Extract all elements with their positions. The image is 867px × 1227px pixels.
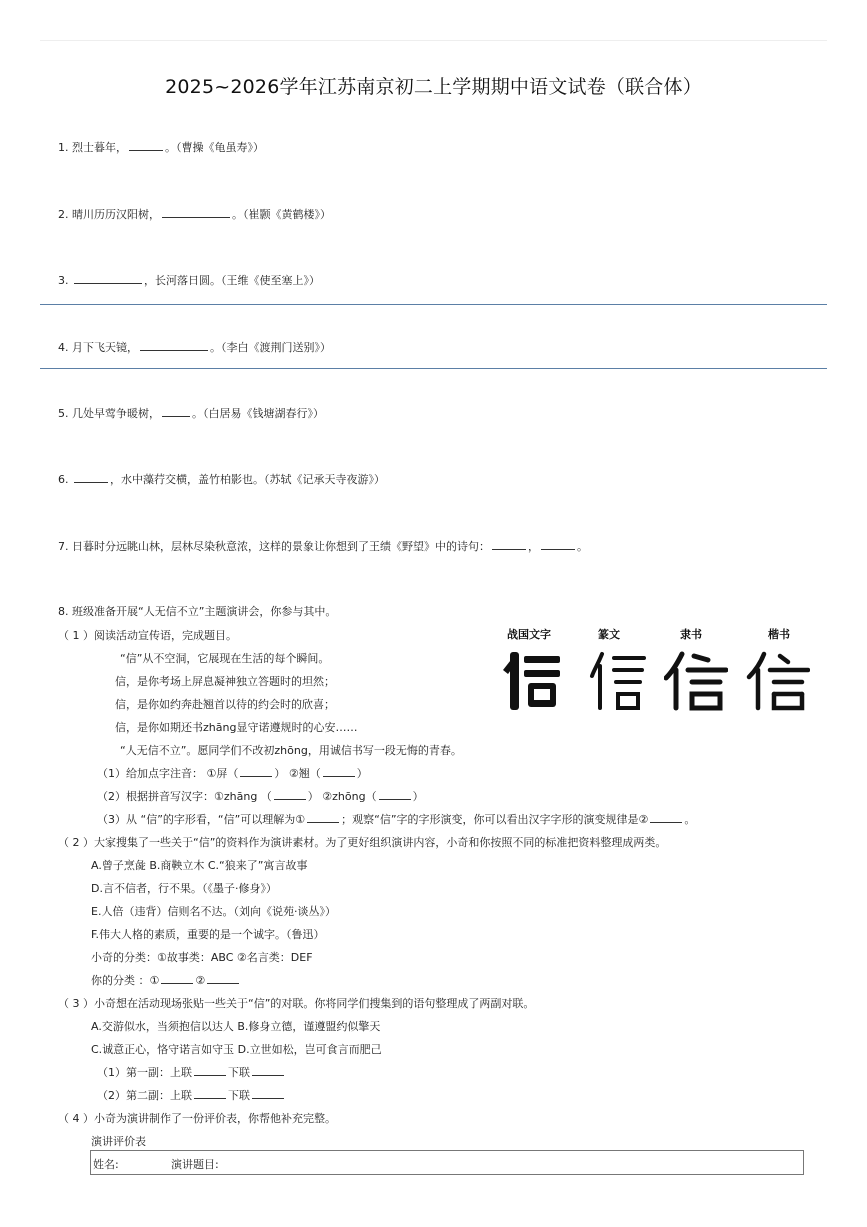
pinyin-blank-2[interactable] bbox=[323, 766, 355, 777]
sub1-end: ） bbox=[356, 767, 368, 780]
q4-text: 4. 月下飞天镜， bbox=[58, 341, 138, 354]
q4-blank[interactable] bbox=[140, 340, 208, 351]
slogan-line: “信”从不空洞，它展现在生活的每个瞬间。 bbox=[120, 652, 330, 665]
couplet-2 bbox=[97, 1087, 286, 1103]
slogan-line: “人无信不立”。愿同学们不改初zhōng，用诚信书写一段无悔的青春。 bbox=[120, 744, 462, 757]
your-classification bbox=[91, 972, 241, 988]
couplet-1-upper-blank[interactable] bbox=[194, 1065, 226, 1076]
q7-text: 7. 日暮时分远眺山林，层林尽染秋意浓，这样的景象让你想到了王绩《野望》中的诗句： bbox=[58, 540, 490, 553]
slogan-line: 信，是你如期还书zhāng显守诺遵规时的心安…… bbox=[115, 721, 358, 734]
script-header-seal: 篆文 bbox=[598, 628, 620, 641]
clerical-script-glyph bbox=[664, 650, 728, 712]
q4-source: 。（李白《渡荆门送别》） bbox=[210, 341, 331, 354]
q8-1-sub3 bbox=[97, 811, 695, 827]
q5-blank[interactable] bbox=[162, 406, 190, 417]
q5-text: 5. 几处早莺争暖树， bbox=[58, 407, 160, 420]
question-3 bbox=[58, 272, 320, 288]
q8-part2-label: （ 2 ）大家搜集了一些关于“信”的资料作为演讲素材。为了更好组织演讲内容，小奇和你按照不同的标准把资料整理成两类。 bbox=[58, 836, 667, 849]
q6-text: ，水中藻荇交横，盖竹柏影也。（苏轼《记承天寺夜游》） bbox=[110, 473, 385, 486]
sub2-mid: ） ②zhōng（ bbox=[307, 790, 377, 803]
material-item: F.伟大人格的素质，重要的是一个诚字。（鲁迅） bbox=[91, 928, 325, 941]
pinyin-blank-1[interactable] bbox=[240, 766, 272, 777]
question-8-intro: 8. 班级准备开展“人无信不立”主题演讲会，你参与其中。 bbox=[58, 605, 337, 618]
script-header-warring-states: 战国文字 bbox=[507, 628, 551, 641]
sub1-prompt: （1）给加点字注音： ①屏（ bbox=[97, 767, 239, 780]
q5-source: 。（白居易《钱塘湖春行》） bbox=[192, 407, 324, 420]
couplet-1-upper: （1）第一副：上联 bbox=[97, 1066, 192, 1079]
question-5 bbox=[58, 405, 324, 421]
xiaoqi-classification: 小奇的分类：①故事类：ABC ②名言类：DEF bbox=[91, 951, 313, 964]
material-item: D.言不信者，行不果。（《墨子·修身》） bbox=[91, 882, 277, 895]
q6-num: 6. bbox=[58, 473, 72, 486]
q7-end: 。 bbox=[577, 540, 588, 553]
couplet-1 bbox=[97, 1064, 286, 1080]
q1-source: 。（曹操《龟虽寿》） bbox=[165, 141, 264, 154]
slogan-line: 信，是你考场上屏息凝神独立答题时的坦然； bbox=[115, 675, 335, 688]
divider-line bbox=[40, 368, 827, 369]
sub1-mid: ） ②翘（ bbox=[274, 767, 321, 780]
evaluation-table bbox=[90, 1150, 804, 1175]
couplet-1-lower-blank[interactable] bbox=[252, 1065, 284, 1076]
q3-blank[interactable] bbox=[74, 273, 142, 284]
couplet-2-lower-blank[interactable] bbox=[252, 1088, 284, 1099]
question-7 bbox=[58, 538, 588, 554]
question-1 bbox=[58, 139, 264, 155]
regular-script-glyph bbox=[746, 650, 810, 712]
question-2 bbox=[58, 206, 331, 222]
q7-blank-1[interactable] bbox=[492, 539, 526, 550]
sub2-end: ） bbox=[412, 790, 424, 803]
q8-part4-label: （ 4 ）小奇为演讲制作了一份评价表，你帮他补充完整。 bbox=[58, 1112, 336, 1125]
meaning-blank[interactable] bbox=[307, 812, 339, 823]
rule-blank[interactable] bbox=[650, 812, 682, 823]
sub3-end: 。 bbox=[684, 813, 696, 826]
couplet-2-upper: （2）第二副：上联 bbox=[97, 1089, 192, 1102]
q2-blank[interactable] bbox=[162, 207, 230, 218]
couplet-options: C.诚意正心，恪守诺言如守玉 D.立世如松，岂可食言而肥己 bbox=[91, 1043, 382, 1056]
q3-num: 3. bbox=[58, 274, 72, 287]
hanzi-blank-1[interactable] bbox=[274, 789, 306, 800]
script-header-clerical: 隶书 bbox=[680, 628, 702, 641]
q2-source: 。（崔颢《黄鹤楼》） bbox=[232, 208, 331, 221]
q2-text: 2. 晴川历历汉阳树， bbox=[58, 208, 160, 221]
q8-1-sub1 bbox=[97, 765, 368, 781]
sub3-prompt: （3）从 “信”的字形看，“信”可以理解为① bbox=[97, 813, 306, 826]
top-divider bbox=[40, 40, 827, 41]
topic-label: 演讲题目: bbox=[171, 1158, 219, 1171]
couplet-2-lower: 下联 bbox=[228, 1089, 250, 1102]
script-header-regular: 楷书 bbox=[768, 628, 790, 641]
page-title: 2025~2026学年江苏南京初二上学期期中语文试卷（联合体） bbox=[165, 76, 702, 98]
q3-text: ，长河落日圆。（王维《使至塞上》） bbox=[144, 274, 320, 287]
q7-blank-2[interactable] bbox=[541, 539, 575, 550]
q8-1-sub2 bbox=[97, 788, 424, 804]
q1-text: 1. 烈士暮年， bbox=[58, 141, 127, 154]
class-blank-1[interactable] bbox=[161, 973, 193, 984]
q8-part3-label: （ 3 ）小奇想在活动现场张贴一些关于“信”的对联。你将同学们搜集到的语句整理成了两副对联。 bbox=[58, 997, 535, 1010]
material-item: A.曾子烹彘 B.商鞅立木 C.“狼来了”寓言故事 bbox=[91, 859, 308, 872]
couplet-options: A.交游似水，当须抱信以达人 B.修身立德，谨遵盟约似擎天 bbox=[91, 1020, 381, 1033]
warring-states-glyph bbox=[500, 650, 564, 712]
sub2-prompt: （2）根据拼音写汉字：①zhāng （ bbox=[97, 790, 272, 803]
your-class-label: 你的分类 ：① bbox=[91, 974, 160, 987]
class-blank-2[interactable] bbox=[207, 973, 239, 984]
q6-blank[interactable] bbox=[74, 472, 108, 483]
material-item: E.人倍（违背）信则名不达。（刘向《说苑·谈丛》） bbox=[91, 905, 336, 918]
divider-line bbox=[40, 304, 827, 305]
couplet-2-upper-blank[interactable] bbox=[194, 1088, 226, 1099]
hanzi-blank-2[interactable] bbox=[379, 789, 411, 800]
slogan-line: 信，是你如约奔赴翘首以待的约会时的欣喜； bbox=[115, 698, 335, 711]
question-6 bbox=[58, 471, 385, 487]
q7-comma: ， bbox=[528, 540, 539, 553]
your-class-2: ② bbox=[195, 974, 206, 987]
couplet-1-lower: 下联 bbox=[228, 1066, 250, 1079]
seal-script-glyph bbox=[588, 650, 652, 712]
name-label: 姓名: bbox=[93, 1158, 119, 1171]
q1-blank[interactable] bbox=[129, 140, 163, 151]
question-4 bbox=[58, 339, 331, 355]
q8-part1-label: （ 1 ）阅读活动宣传语，完成题目。 bbox=[58, 629, 237, 642]
sub3-mid: ；观察“信”字的字形演变，你可以看出汉字字形的演变规律是② bbox=[341, 813, 649, 826]
evaluation-table-title: 演讲评价表 bbox=[91, 1135, 146, 1148]
